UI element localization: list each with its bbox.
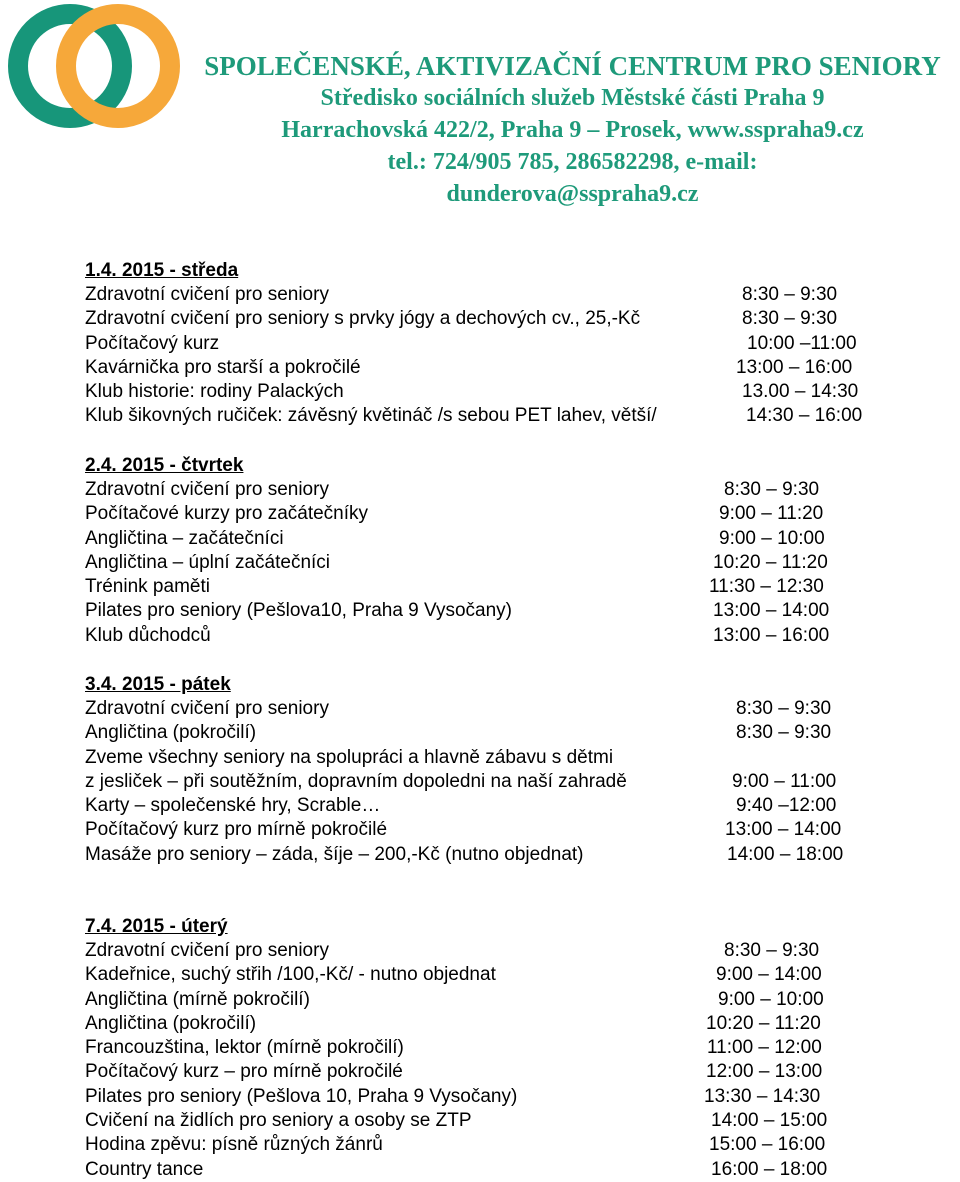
activity-time: 13.00 – 14:30 [742,381,859,403]
activity-time: 11:00 – 12:00 [707,1037,822,1059]
schedule-row [85,332,857,356]
schedule-row [85,307,838,331]
activity-time: 13:00 – 16:00 [713,624,830,646]
activity-time: 8:30 – 9:30 [724,479,820,500]
activity-time: 12:00 – 13:00 [706,1061,823,1083]
activity-name: Klub historie: rodiny Palackých [85,381,344,403]
day-title: 2.4. 2015 - čtvrtek [85,455,244,476]
schedule-row [85,502,824,526]
activity-time: 9:00 – 14:00 [716,964,822,986]
activity-name: Zdravotní cvičení pro seniory [85,284,329,305]
activity-time: 16:00 – 18:00 [711,1158,828,1180]
schedule-row [85,478,820,502]
activity-name: Kadeřnice, suchý střih /100,-Kč/ - nutno objednat [85,964,496,986]
activity-time: 14:00 – 18:00 [727,843,844,865]
header-subtitle: Středisko sociálních služeb Městské části Praha 9 [320,85,825,111]
activity-name: z jesliček – při soutěžním, dopravním dopoledni na naší zahradě [85,770,627,792]
activity-time: 13:00 – 14:00 [713,600,830,622]
day-section [85,259,863,429]
day-title: 3.4. 2015 - pátek [85,674,231,695]
activity-name: Angličtina – úplní začátečníci [85,551,331,573]
day-section [85,673,844,867]
activity-time: 8:30 – 9:30 [742,284,838,305]
activity-time: 9:00 – 11:20 [719,503,824,525]
activity-time: 9:40 –12:00 [736,795,837,817]
activity-time: 13:00 – 16:00 [736,356,853,378]
schedule-row [85,843,844,867]
schedule-row [85,988,824,1012]
day-section [85,454,830,648]
schedule-row [85,380,859,404]
schedule-row [85,283,838,307]
activity-name: Karty – společenské hry, Scrable… [85,795,381,817]
activity-time: 8:30 – 9:30 [724,940,820,961]
activity-time: 10:20 – 11:20 [706,1012,821,1034]
activity-name: Zdravotní cvičení pro seniory [85,940,329,961]
activity-time: 15:00 – 16:00 [709,1134,826,1156]
schedule-row [85,697,832,721]
schedule-row [85,1060,823,1084]
schedule-row [85,404,863,428]
schedule-row [85,1158,828,1182]
day-title: 1.4. 2015 - středa [85,260,239,281]
schedule-row [85,939,820,963]
activity-name: Trénink paměti [85,576,210,598]
activity-name: Angličtina – začátečníci [85,527,284,549]
organization-header [185,50,960,210]
activity-time: 14:00 – 15:00 [711,1110,828,1132]
activity-time: 11:30 – 12:30 [709,576,824,598]
schedule-row [85,1109,828,1133]
schedule-row [85,963,822,987]
activity-name: Country tance [85,1158,204,1180]
schedule-row [85,1085,821,1109]
activity-time: 8:30 – 9:30 [742,308,838,330]
activity-name: Klub šikovných ručiček: závěsný květináč /s sebou PET lahev, větší/ [85,405,657,427]
logo-rings [0,0,190,150]
activity-name: Angličtina (pokročilí) [85,1012,257,1034]
activity-time: 8:30 – 9:30 [736,698,832,719]
schedule-row [85,527,825,551]
header-email: dunderova@sspraha9.cz [446,181,699,207]
activity-name: Pilates pro seniory (Pešlova10, Praha 9 Vysočany) [85,600,513,622]
schedule-row [85,746,614,770]
activity-name: Cvičení na židlích pro seniory a osoby se ZTP [85,1110,472,1132]
schedule-row [85,1012,821,1036]
activity-name: Masáže pro seniory – záda, šíje – 200,-Kč (nutno objednat) [85,843,584,865]
activity-time: 10:20 – 11:20 [713,551,828,573]
activity-time: 8:30 – 9:30 [736,722,832,744]
schedule-row [85,1133,826,1157]
activity-name: Počítačový kurz pro mírně pokročilé [85,819,388,841]
activity-time: 14:30 – 16:00 [746,405,863,427]
schedule-row [85,599,830,623]
schedule-row [85,770,837,794]
activity-name: Zdravotní cvičení pro seniory [85,698,329,719]
activity-name: Klub důchodců [85,624,211,646]
activity-time: 13:00 – 14:00 [725,819,842,841]
schedule-row [85,794,837,818]
activity-name: Počítačový kurz – pro mírně pokročilé [85,1061,403,1083]
schedule-row [85,356,853,380]
activity-name: Počítačový kurz [85,332,220,354]
activity-name: Zdravotní cvičení pro seniory [85,479,329,500]
activity-name: Angličtina (mírně pokročilí) [85,988,310,1010]
schedule-row [85,721,832,745]
activity-name: Francouzština, lektor (mírně pokročilí) [85,1037,404,1059]
activity-name: Zveme všechny seniory na spolupráci a hlavně zábavu s dětmi [85,746,614,768]
activity-name: Angličtina (pokročilí) [85,722,257,744]
activity-name: Hodina zpěvu: písně různých žánrů [85,1134,383,1156]
schedule-row [85,624,830,648]
schedule-row [85,1036,822,1060]
day-section [85,915,828,1182]
header-address: Harrachovská 422/2, Praha 9 – Prosek, www.sspraha9.cz [281,117,864,143]
header-title: SPOLEČENSKÉ, AKTIVIZAČNÍ CENTRUM PRO SENIORY [204,51,941,81]
activity-name: Kavárnička pro starší a pokročilé [85,356,361,378]
schedule-row [85,575,824,599]
activity-time: 9:00 – 10:00 [718,988,824,1010]
header-phone: tel.: 724/905 785, 286582298, e-mail: [387,149,758,175]
schedule-row [85,551,828,575]
activity-name: Pilates pro seniory (Pešlova 10, Praha 9 Vysočany) [85,1085,518,1107]
activity-time: 9:00 – 11:00 [732,770,837,792]
activity-name: Počítačové kurzy pro začátečníky [85,503,369,525]
day-title: 7.4. 2015 - úterý [85,916,228,937]
activity-time: 13:30 – 14:30 [704,1085,821,1107]
activity-time: 9:00 – 10:00 [719,527,825,549]
activity-time: 10:00 –11:00 [747,332,857,354]
activity-name: Zdravotní cvičení pro seniory s prvky jógy a dechových cv., 25,-Kč [85,308,641,330]
schedule-row [85,818,842,842]
